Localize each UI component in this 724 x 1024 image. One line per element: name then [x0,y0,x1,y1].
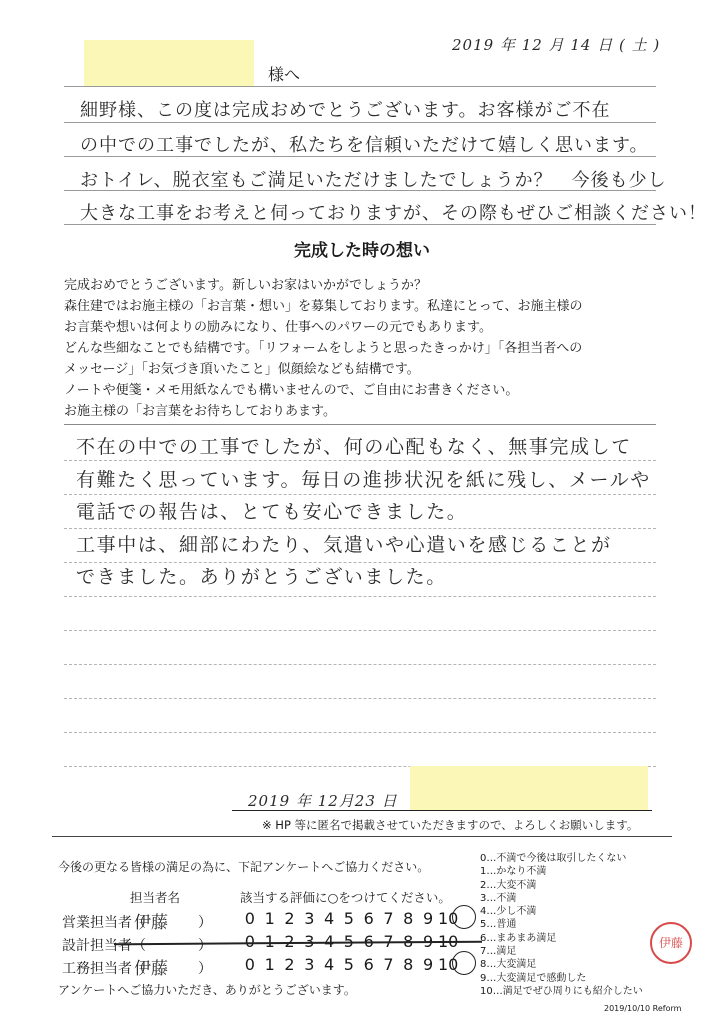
rating-4[interactable]: 4 [323,955,335,974]
intro-line: お言葉や想いは何よりの励みになり、仕事へのパワーの元でもあります。 [64,320,492,335]
rating-4[interactable]: 4 [323,909,335,928]
rating-9[interactable]: 9 [422,955,434,974]
rating-8[interactable]: 8 [403,909,414,928]
customer-message-line: できました。ありがとうございました。 [76,566,447,588]
legend-item: 10…満足でぜひ周りにも紹介したい [480,985,643,997]
rating-scale [240,909,458,928]
staff-message-line: おトイレ、脱衣室もご満足いただけましたでしょうか？ 今後も少し [80,170,667,191]
recipient-suffix: 様へ [268,65,301,84]
customer-message-line: 電話での報告は、とても安心できました。 [76,501,468,523]
legend-item: 7…満足 [480,946,517,958]
role-close: ） [198,915,212,931]
customer-message-line: 不在の中での工事でしたが、何の心配もなく、無事完成して [76,436,632,458]
rating-3[interactable]: 3 [304,932,315,951]
role-close: ） [198,938,212,954]
rating-3[interactable]: 3 [304,909,315,928]
rating-9[interactable]: 9 [422,909,434,928]
legend-item: 9…大変満足で感動した [480,972,587,984]
rating-2[interactable]: 2 [284,955,295,974]
rating-6[interactable]: 6 [363,932,374,951]
rating-7[interactable]: 7 [383,955,394,974]
staff-message-line: の中での工事でしたが、私たちを信頼いただけて嬉しく思います。 [80,135,649,156]
header-date: 2019 年 12 月 14 日 ( 土 ) [452,36,661,54]
signature-underline [232,810,652,811]
intro-line: メッセージ」「お気づき頂いたこと」似顔絵なども結構です。 [64,362,420,377]
selected-rating-circle [452,905,476,929]
rating-7[interactable]: 7 [383,909,394,928]
seal-stamp [650,922,692,964]
seal-stamp-text: 伊藤 [658,936,683,950]
rating-3[interactable]: 3 [304,955,315,974]
rating-1[interactable]: 1 [264,932,275,951]
rating-5[interactable]: 5 [343,955,354,974]
column-header-rating: 該当する評価に○をつけてください。 [240,890,451,905]
rating-0[interactable]: 0 [244,955,255,974]
legend-item: 2…大変不満 [480,879,537,891]
selected-rating-circle [452,951,476,975]
signature-name-redacted [410,766,648,810]
rating-10[interactable]: 10 [437,909,459,928]
staff-message-line: 大きな工事をお考えと伺っておりますが、その際もぜひご相談ください！ [80,203,707,224]
rating-0[interactable]: 0 [244,909,255,928]
rating-1[interactable]: 1 [264,909,275,928]
rating-6[interactable]: 6 [363,909,374,928]
role-label: 設計担当者（ [62,938,146,954]
rating-5[interactable]: 5 [343,932,354,951]
rating-10[interactable]: 10 [437,955,459,974]
role-label: 工務担当者（ [62,961,146,977]
legend-item: 1…かなり不満 [480,866,547,878]
intro-line: 完成おめでとうございます。新しいお家はいかがでしょうか？ [64,278,427,293]
legend-item: 8…大変満足 [480,959,537,971]
staff-name: 伊藤 [134,959,168,979]
publication-notice: ※ HP 等に匿名で掲載させていただきますので、よろしくお願いします。 [262,818,639,832]
intro-line: お施主様の「お言葉をお待ちしておりあます。 [64,404,336,419]
rating-6[interactable]: 6 [363,955,374,974]
signature-date: 2019 年 12月23 日 [248,792,398,810]
intro-line: 森住建ではお施主様の「お言葉・想い」を募集しております。私達にとって、お施主様の [64,299,583,314]
staff-name: 伊藤 [134,913,168,933]
rating-7[interactable]: 7 [383,932,394,951]
survey-intro: 今後の更なる皆様の満足の為に、下記アンケートへご協力ください。 [58,860,430,874]
rating-10[interactable]: 10 [437,932,459,951]
column-header-staff: 担当者名 [130,890,181,905]
rating-8[interactable]: 8 [403,955,414,974]
recipient-name-redacted [84,40,254,86]
legend-item: 3…不満 [480,892,517,904]
legend-item: 5…普通 [480,919,517,931]
rating-0[interactable]: 0 [244,932,255,951]
rating-5[interactable]: 5 [343,909,354,928]
rating-2[interactable]: 2 [284,909,295,928]
survey-thanks: アンケートへご協力いただき、ありがとうございます。 [58,983,356,997]
rating-9[interactable]: 9 [422,932,434,951]
rating-8[interactable]: 8 [403,932,414,951]
rating-2[interactable]: 2 [284,932,295,951]
intro-line: どんな些細なことでも結構です。「リフォームをしようと思ったきっかけ」「各担当者への [64,341,583,356]
legend-item: 0…不満で今後は取引したくない [480,853,627,864]
role-close: ） [198,961,212,977]
rating-1[interactable]: 1 [264,955,275,974]
customer-message-line: 工事中は、細部にわたり、気遣いや心遣いを感じることが [76,534,612,556]
intro-line: ノートや便箋・メモ用紙なんでも構いませんので、ご自由にお書きください。 [64,383,519,398]
footer-code: 2019/10/10 Reform [604,1004,682,1013]
staff-message-line: 細野様、この度は完成おめでとうございます。お客様がご不在 [80,100,611,121]
customer-message-line: 有難たく思っています。毎日の進捗状況を紙に残し、メールや [76,469,651,491]
role-label: 営業担当者（ [62,915,146,931]
legend-item: 4…少し不満 [480,906,537,918]
section-title: 完成した時の想い [294,241,430,261]
rating-legend [480,852,643,998]
legend-item: 6…まあまあ満足 [480,932,557,944]
rating-4[interactable]: 4 [323,932,335,951]
rating-scale [240,955,458,974]
